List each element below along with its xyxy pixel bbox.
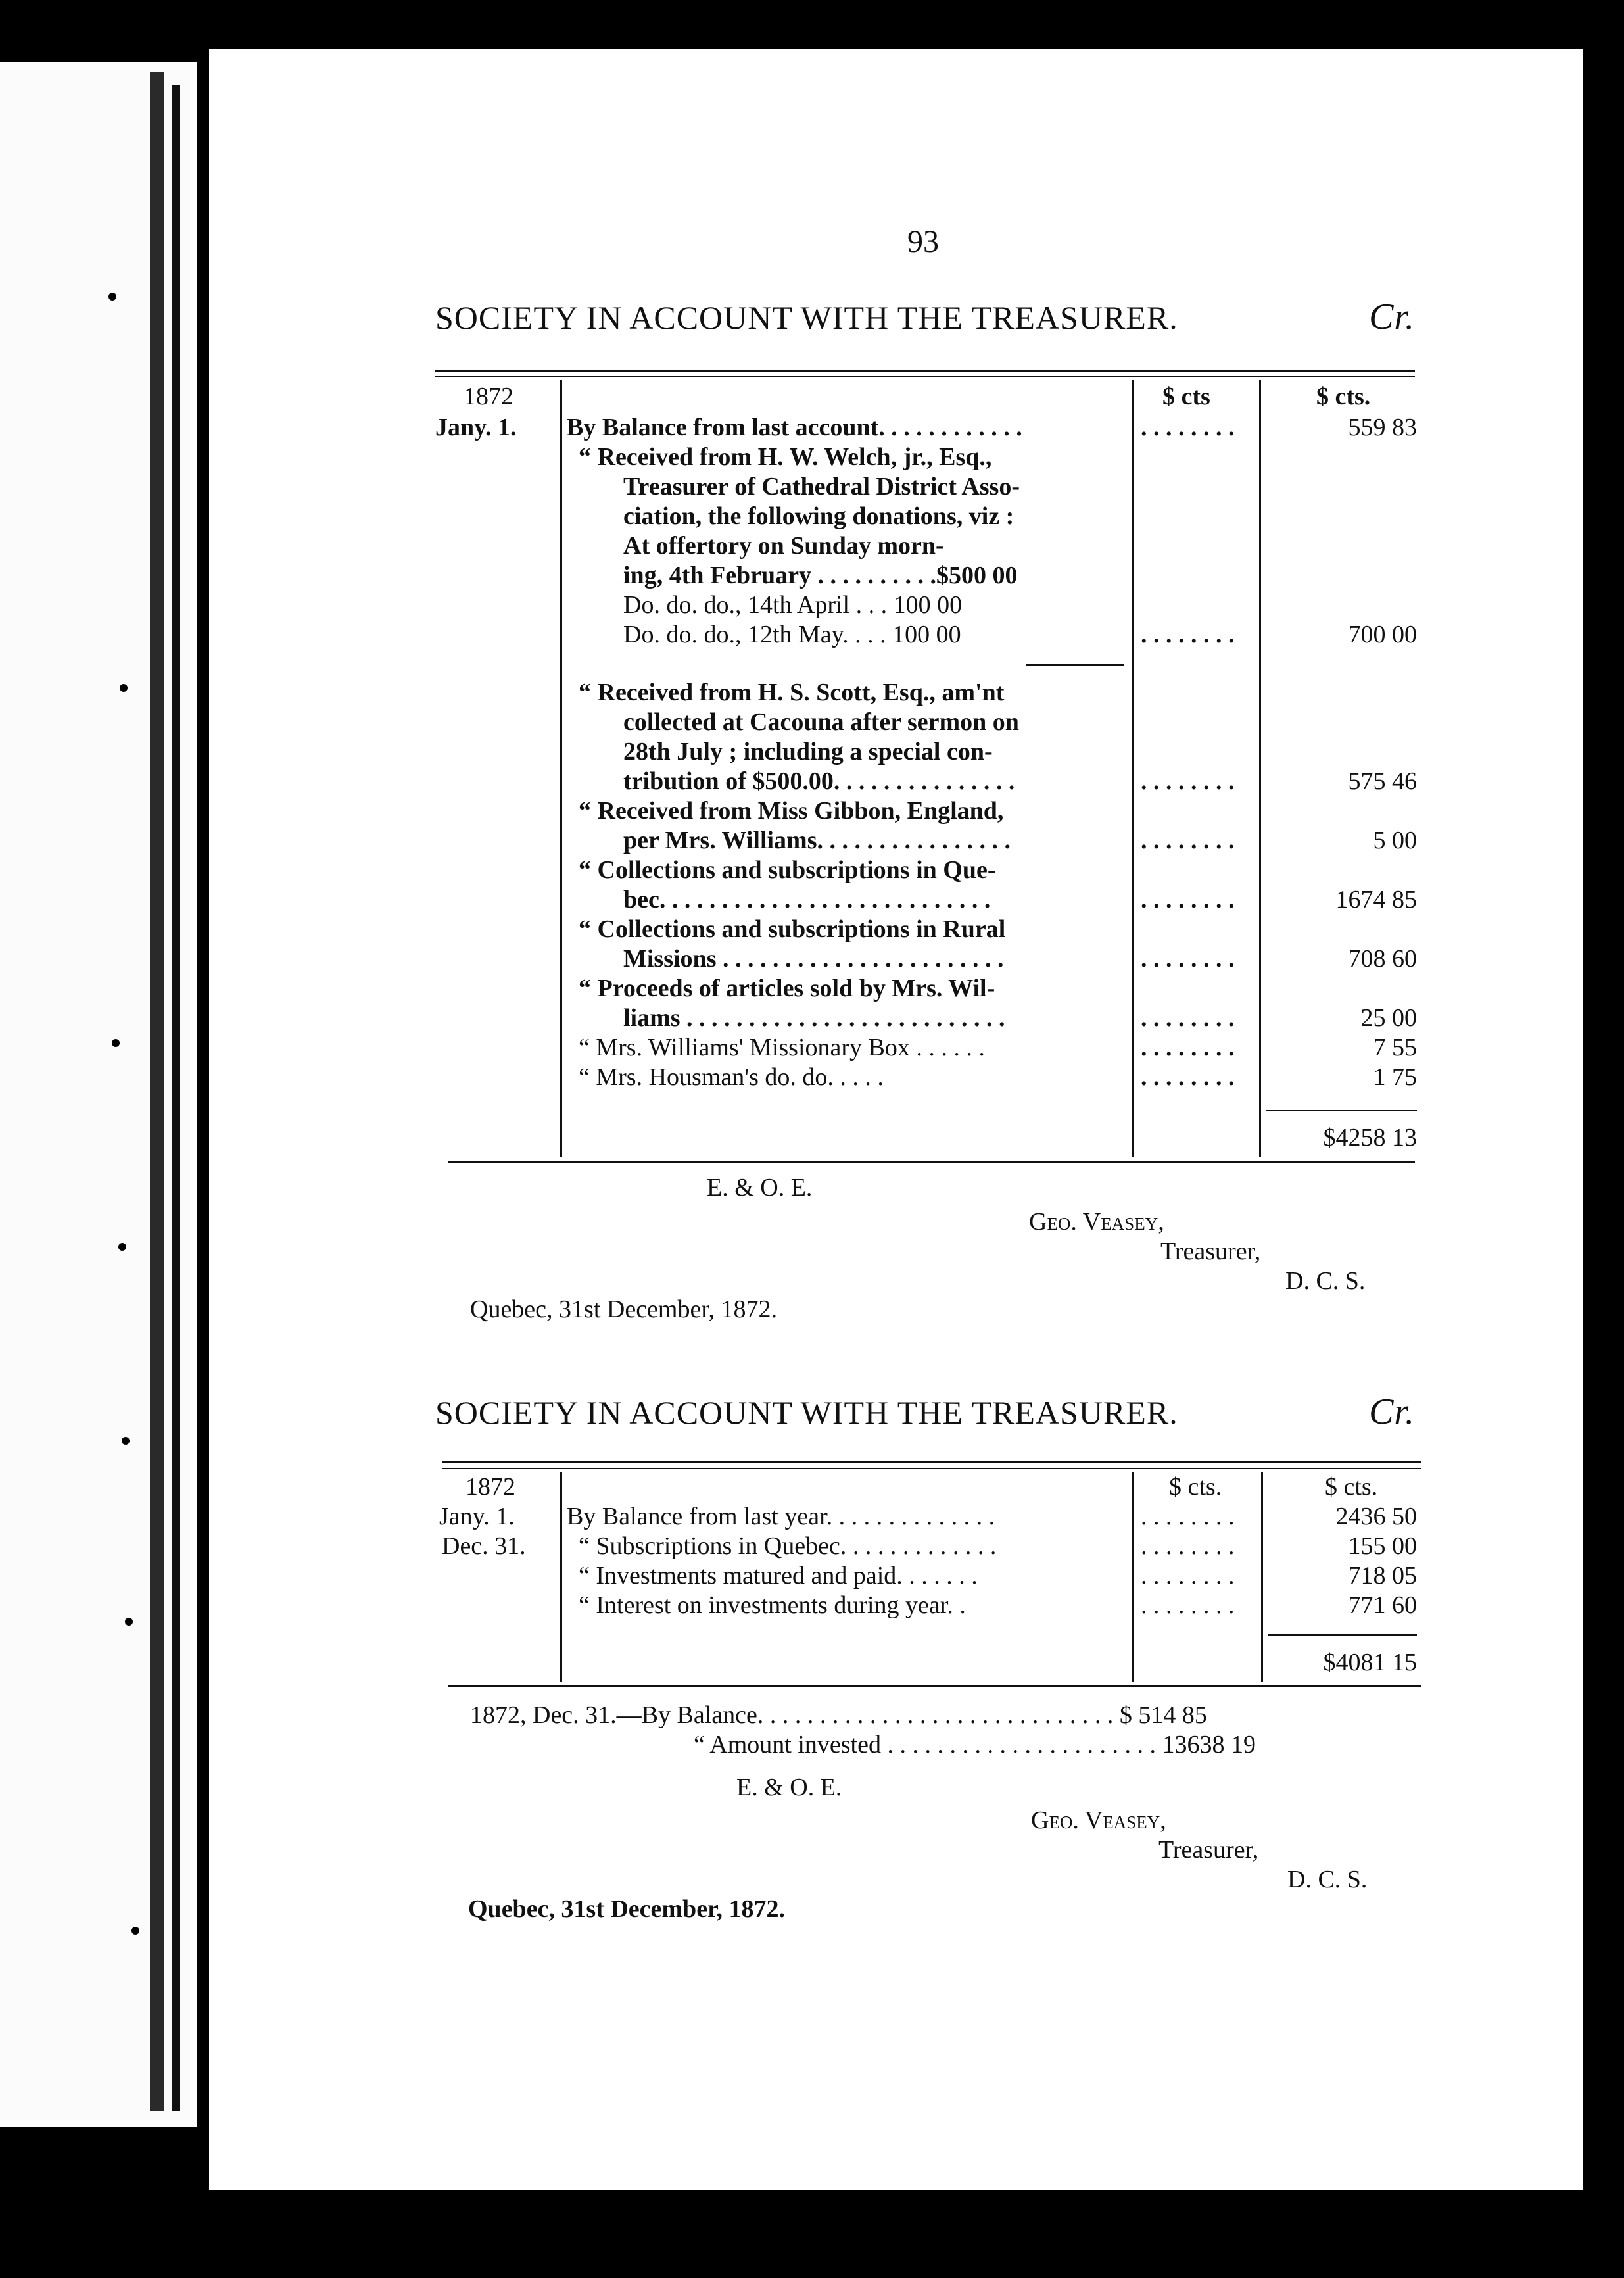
account1-line-22: “ Mrs. Housman's do. do. . . . . <box>579 1063 884 1091</box>
account1-line-12: tribution of $500.00. . . . . . . . . . . . . . . <box>623 767 1015 795</box>
account1-amount: 1 75 <box>1373 1063 1417 1091</box>
account2-mid-dots: . . . . . . . . <box>1141 1562 1235 1589</box>
account1-mid-dots: . . . . . . . . <box>1141 414 1235 441</box>
account1-line-16: bec. . . . . . . . . . . . . . . . . . . . . . . . . . . <box>623 886 991 913</box>
account2-mid-dots: . . . . . . . . <box>1141 1532 1235 1560</box>
margin-mark <box>118 1243 126 1251</box>
account1-heading <box>435 296 1415 338</box>
account1-mid-dots: . . . . . . . . <box>1141 886 1235 913</box>
account1-place-date: Quebec, 31st December, 1872. <box>470 1296 777 1323</box>
account1-line-1: By Balance from last account. . . . . . . . . . . . <box>567 414 1022 441</box>
account1-mid-header: $ cts <box>1162 383 1210 410</box>
account2-heading-cr: Cr. <box>1369 1392 1415 1432</box>
account1-amount: 575 46 <box>1348 767 1417 795</box>
account2-amount: 718 05 <box>1348 1562 1417 1589</box>
account2-invested-line: “ Amount invested . . . . . . . . . . . . . . . . . . . . . . 13638 19 <box>694 1731 1256 1758</box>
account2-balance-line: 1872, Dec. 31.—By Balance. . . . . . . . . . . . . . . . . . . . . . . . . . . . . $ 514 85 <box>470 1701 1207 1729</box>
account1-total-rule <box>1266 1110 1417 1111</box>
account2-heading-title: SOCIETY IN ACCOUNT WITH THE TREASURER. <box>435 1394 1178 1431</box>
account2-amount: 771 60 <box>1348 1591 1417 1619</box>
account2-signature-title: Treasurer, <box>1158 1836 1259 1864</box>
book-gutter <box>172 85 180 2111</box>
account1-subtotal-rule <box>1026 664 1124 666</box>
account2-amount: 155 00 <box>1348 1532 1417 1560</box>
account1-mid-dots: . . . . . . . . <box>1141 1063 1235 1091</box>
account2-date: Jany. 1. <box>439 1503 515 1530</box>
account1-amount: 559 83 <box>1348 414 1417 441</box>
account2-bottom-rule <box>448 1685 1421 1687</box>
account1-desc-divider <box>1132 380 1134 1157</box>
account1-heading-title: SOCIETY IN ACCOUNT WITH THE TREASURER. <box>435 299 1178 336</box>
book-spine <box>150 72 164 2111</box>
margin-mark <box>125 1618 133 1626</box>
account1-amount: 708 60 <box>1348 945 1417 973</box>
account1-line-17: “ Collections and subscriptions in Rural <box>579 915 1006 943</box>
account2-mid-divider <box>1261 1472 1263 1682</box>
account1-signature-name: Geo. Veasey, <box>1029 1208 1164 1236</box>
account1-line-20: liams . . . . . . . . . . . . . . . . . . . . . . . . . . <box>623 1004 1005 1032</box>
margin-mark <box>108 293 116 301</box>
margin-mark <box>122 1437 130 1445</box>
account1-line-8: Do. do. do., 12th May. . . . 100 00 <box>623 621 961 648</box>
account1-line-2: “ Received from H. W. Welch, jr., Esq., <box>579 443 992 471</box>
account1-year: 1872 <box>464 383 513 410</box>
account1-line-5: At offertory on Sunday morn- <box>623 532 944 560</box>
account2-place-date: Quebec, 31st December, 1872. <box>468 1895 785 1923</box>
account1-line-10: collected at Cacouna after sermon on <box>623 708 1019 736</box>
account1-mid-dots: . . . . . . . . <box>1141 1004 1235 1032</box>
account2-mid-dots: . . . . . . . . <box>1141 1591 1235 1619</box>
account1-line-13: “ Received from Miss Gibbon, England, <box>579 797 1004 825</box>
account1-top-rule <box>435 370 1415 372</box>
account1-line-19: “ Proceeds of articles sold by Mrs. Wil- <box>579 975 995 1002</box>
account1-line-3: Treasurer of Cathedral District Asso- <box>623 473 1020 500</box>
account2-desc-divider <box>1132 1472 1134 1682</box>
account1-bottom-rule <box>448 1161 1415 1163</box>
account1-date-divider <box>560 380 562 1157</box>
account1-total-header: $ cts. <box>1316 383 1371 410</box>
account1-signature-org: D. C. S. <box>1285 1267 1366 1295</box>
account1-mid-dots: . . . . . . . . <box>1141 1034 1235 1061</box>
account1-line-18: Missions . . . . . . . . . . . . . . . . . . . . . . . <box>623 945 1004 973</box>
account2-date: Dec. 31. <box>442 1532 526 1560</box>
account1-mid-dots: . . . . . . . . <box>1141 767 1235 795</box>
account1-line-11: 28th July ; including a special con- <box>623 738 993 765</box>
account2-line-3: “ Investments matured and paid. . . . . . . <box>579 1562 978 1589</box>
account1-heading-cr: Cr. <box>1369 297 1415 337</box>
account1-amount: 25 00 <box>1360 1004 1417 1032</box>
left-page-edge <box>0 62 197 2127</box>
page-number: 93 <box>907 224 939 259</box>
account1-amount: 1674 85 <box>1335 886 1417 913</box>
account1-top-rule-2 <box>435 376 1415 377</box>
account1-line-21: “ Mrs. Williams' Missionary Box . . . . . . <box>579 1034 985 1061</box>
account2-eoe: E. & O. E. <box>736 1774 842 1801</box>
account1-line-14: per Mrs. Williams. . . . . . . . . . . . . . . . <box>623 827 1011 854</box>
account2-date-divider <box>560 1472 562 1682</box>
account1-mid-dots: . . . . . . . . <box>1141 945 1235 973</box>
account2-signature-org: D. C. S. <box>1287 1866 1368 1893</box>
account2-line-1: By Balance from last year. . . . . . . . . . . . . . <box>567 1503 995 1530</box>
account1-signature-title: Treasurer, <box>1160 1238 1261 1265</box>
account1-amount: 5 00 <box>1373 827 1417 854</box>
account1-amount: 700 00 <box>1348 621 1417 648</box>
account2-top-rule <box>442 1461 1421 1463</box>
account2-heading <box>435 1391 1415 1433</box>
account1-eoe: E. & O. E. <box>707 1174 813 1201</box>
account2-mid-dots: . . . . . . . . <box>1141 1503 1235 1530</box>
account2-year: 1872 <box>466 1473 515 1501</box>
account1-line-15: “ Collections and subscriptions in Que- <box>579 856 996 884</box>
account2-line-2: “ Subscriptions in Quebec. . . . . . . . . . . . . <box>579 1532 997 1560</box>
account1-line-4: ciation, the following donations, viz : <box>623 502 1015 530</box>
account2-signature-name: Geo. Veasey, <box>1031 1806 1166 1834</box>
account1-mid-dots: . . . . . . . . <box>1141 827 1235 854</box>
account1-line-6: ing, 4th February . . . . . . . . . .$500 00 <box>623 562 1018 589</box>
account1-line-9: “ Received from H. S. Scott, Esq., am'nt <box>579 679 1005 706</box>
account1-date: Jany. 1. <box>435 414 517 441</box>
account2-amount: 2436 50 <box>1335 1503 1417 1530</box>
account2-top-rule-2 <box>442 1468 1421 1469</box>
account1-mid-divider <box>1259 380 1261 1157</box>
account2-total-rule <box>1268 1634 1417 1636</box>
account2-total-header: $ cts. <box>1325 1473 1378 1501</box>
account1-mid-dots: . . . . . . . . <box>1141 621 1235 648</box>
margin-mark <box>120 684 128 692</box>
margin-mark <box>112 1039 120 1047</box>
margin-mark <box>131 1927 139 1935</box>
account2-mid-header: $ cts. <box>1169 1473 1222 1501</box>
account2-total: $4081 15 <box>1323 1649 1417 1676</box>
account2-line-4: “ Interest on investments during year. . <box>579 1591 966 1619</box>
account1-line-7: Do. do. do., 14th April . . . 100 00 <box>623 591 963 619</box>
account1-amount: 7 55 <box>1373 1034 1417 1061</box>
account1-total: $4258 13 <box>1323 1124 1417 1151</box>
